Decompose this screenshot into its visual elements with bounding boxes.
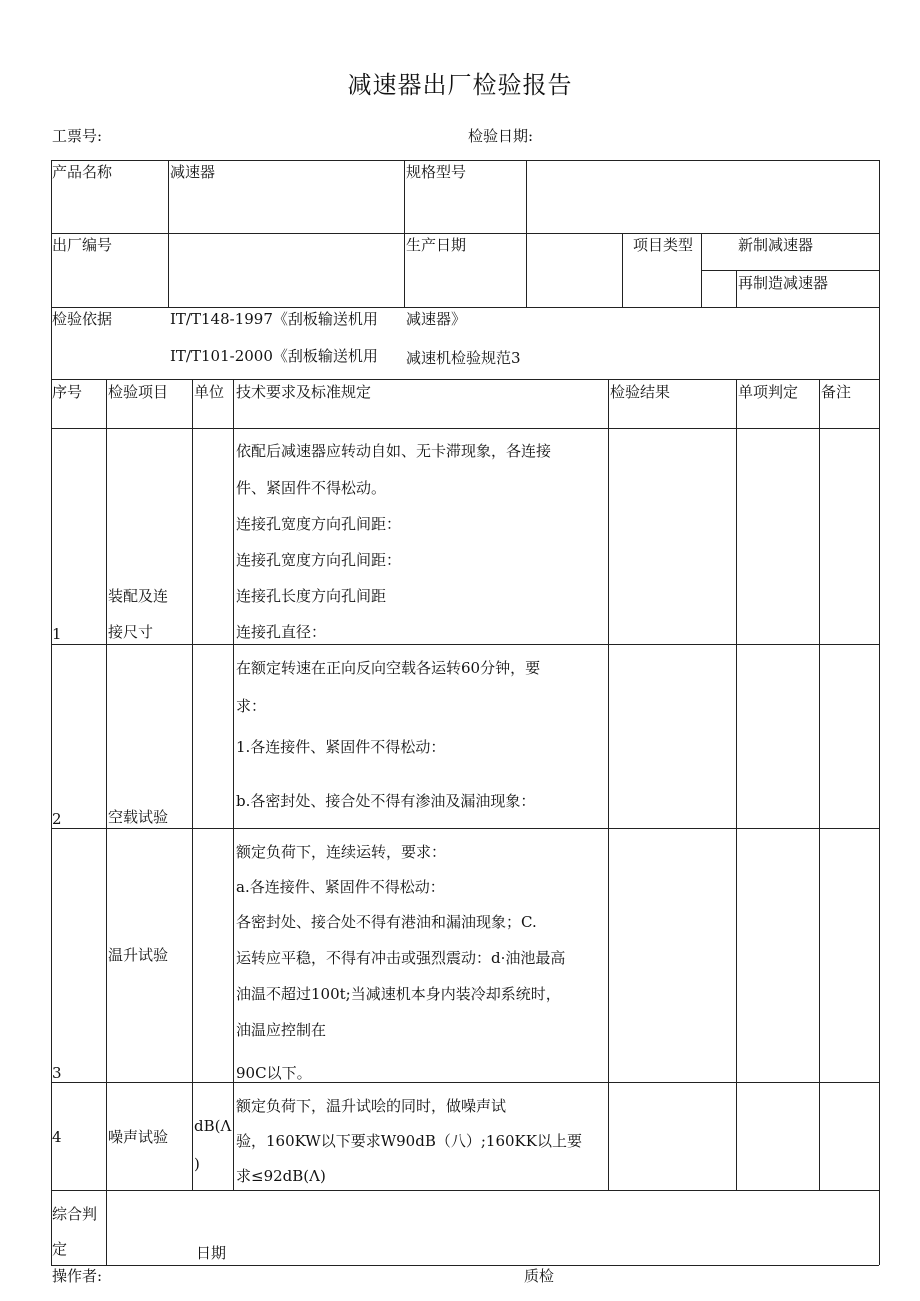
row-requirement-line: 连接孔宽度方向孔间距： — [236, 551, 402, 569]
row-requirement-line: 连接孔宽度方向孔间距： — [236, 515, 402, 533]
production-date-label: 生产日期 — [406, 236, 467, 254]
row-requirement-line: 额定负荷下，连续运转，要求： — [236, 843, 447, 861]
row-requirement-line: 额定负荷下，温升试哙的同时，做噪声试 — [236, 1097, 507, 1115]
row-requirement-line: 90C以下。 — [236, 1064, 312, 1082]
row-requirement-line: b.各密封处、接合处不得有渗油及漏油现象： — [236, 792, 536, 810]
column-header-requirement: 技术要求及标准规定 — [236, 383, 372, 401]
row-requirement-line: 连接孔直径： — [236, 623, 327, 641]
summary-date-label: 日期 — [196, 1244, 227, 1262]
ticket-number-label: 工票号: — [52, 127, 103, 145]
row-requirement-line: 连接孔长度方向孔间距 — [236, 587, 387, 605]
row-seq: 4 — [52, 1128, 62, 1146]
row-seq: 1 — [52, 625, 62, 643]
product-name-value: 减速器 — [170, 163, 216, 181]
column-header-judgement: 单项判定 — [738, 383, 799, 401]
column-header-seq: 序号 — [52, 383, 83, 401]
row-requirement-line: 在额定转速在正向反向空载各运转60分钟，要 — [236, 659, 541, 677]
basis-standard-2b: 减速机检验规范3 — [406, 349, 521, 367]
serial-number-label: 出厂编号 — [52, 236, 113, 254]
basis-standard-1b: 减速器》 — [406, 310, 467, 328]
overall-judgement-label: 综合判 — [52, 1205, 98, 1223]
operator-label: 操作者: — [52, 1267, 103, 1285]
row-item: 接尺寸 — [108, 623, 154, 641]
column-header-remark: 备注 — [821, 383, 852, 401]
column-header-result: 检验结果 — [610, 383, 671, 401]
row-item: 噪声试验 — [108, 1128, 169, 1146]
row-requirement-line: 验，160KW以下要求W90dB（八）;160KK以上要 — [236, 1132, 582, 1150]
row-unit: ) — [194, 1155, 200, 1173]
basis-standard-1a: IT/T148-1997《刮板输送机用 — [170, 310, 378, 328]
project-type-label: 项目类型 — [633, 236, 694, 254]
document-title: 减速器出厂检验报告 — [347, 71, 573, 99]
row-requirement-line: a.各连接件、紧固件不得松动： — [236, 878, 445, 896]
row-requirement-line: 油温应控制在 — [236, 1021, 327, 1039]
column-header-unit: 单位 — [194, 383, 225, 401]
basis-standard-2a: IT/T101-2000《刮板输送机用 — [170, 347, 378, 365]
column-header-item: 检验项目 — [108, 383, 169, 401]
row-seq: 3 — [52, 1064, 62, 1082]
row-item: 装配及连 — [108, 587, 169, 605]
row-unit: dB(Λ — [194, 1117, 232, 1135]
spec-model-label: 规格型号 — [406, 163, 467, 181]
quality-inspector-label: 质检 — [524, 1267, 555, 1285]
row-requirement-line: 件、紧固件不得松动。 — [236, 479, 387, 497]
type-option-remanufactured: 再制造减速器 — [738, 274, 829, 292]
type-option-new: 新制减速器 — [738, 236, 814, 254]
row-item: 温升试验 — [108, 946, 169, 964]
row-item: 空载试验 — [108, 808, 169, 826]
row-requirement-line: 求： — [236, 697, 267, 715]
row-requirement-line: 依配后减速器应转动自如、无卡滞现象，各连接 — [236, 442, 552, 460]
row-seq: 2 — [52, 810, 62, 828]
row-requirement-line: 运转应平稳，不得有冲击或强烈震动：d·油池最高 — [236, 949, 566, 967]
inspection-basis-label: 检验依据 — [52, 310, 113, 328]
overall-judgement-label-cont: 定 — [52, 1240, 68, 1258]
row-requirement-line: 1.各连接件、紧固件不得松动： — [236, 738, 446, 756]
row-requirement-line: 油温不超过100t;当减速机本身内装冷却系统时， — [236, 985, 561, 1003]
inspection-date-label: 检验日期: — [468, 127, 534, 145]
product-name-label: 产品名称 — [52, 163, 113, 181]
row-requirement-line: 求≤92dB(Λ) — [236, 1167, 326, 1185]
row-requirement-line: 各密封处、接合处不得有港油和漏油现象；C. — [236, 913, 537, 931]
